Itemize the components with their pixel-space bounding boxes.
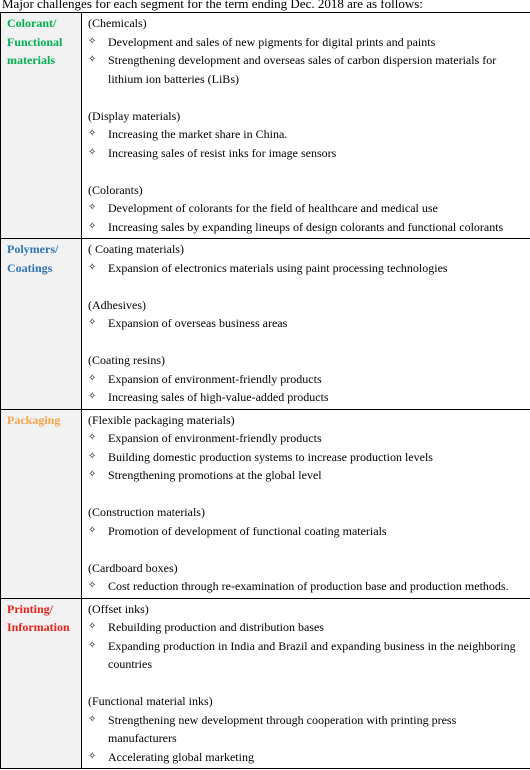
challenge-item — [88, 144, 530, 163]
document-caption: Major challenges for each segment for the term ending Dec. 2018 are as follows: — [2, 0, 423, 11]
segment-detail-cell — [82, 598, 530, 769]
challenge-item — [88, 429, 530, 448]
segment-name-line: Packaging — [7, 412, 61, 427]
star-bullet-icon: ✧ — [88, 750, 97, 762]
star-bullet-icon: ✧ — [88, 524, 97, 536]
category-title: (Coating resins) — [88, 353, 165, 367]
segment-row — [1, 409, 530, 598]
challenge-item — [88, 51, 530, 88]
category-group — [88, 692, 530, 766]
category-title: (Functional material inks) — [88, 694, 213, 708]
category-title: (Offset inks) — [88, 601, 149, 616]
challenge-text: Expansion of environment-friendly products — [108, 431, 322, 445]
challenge-text: Increasing sales of high-value-added products — [108, 390, 329, 404]
challenge-item — [88, 637, 530, 674]
challenge-text: Expansion of electronics materials using paint processing technologies — [108, 260, 448, 275]
category-group — [88, 351, 530, 407]
segment-name-cell — [1, 239, 82, 410]
challenge-text: Strengthening new development through cooperation with printing press manufacturers — [108, 712, 457, 745]
challenge-text: Strengthening development and overseas sales of carbon dispersion materials for lithium ion batteries (LiBs) — [108, 53, 497, 86]
challenge-text: Expanding production in India and Brazil and expanding business in the neighboring countries — [108, 638, 516, 671]
challenge-item — [88, 388, 530, 407]
category-group — [88, 240, 530, 277]
segment-detail-cell — [82, 239, 530, 410]
segment-challenges-table — [0, 12, 530, 769]
segment-name-cell — [1, 13, 82, 239]
category-title: (Flexible packaging materials) — [88, 412, 235, 427]
segment-name-line: Printing/ — [7, 601, 54, 616]
star-bullet-icon: ✧ — [88, 372, 97, 384]
segment-name-line: Colorant/ — [7, 16, 57, 30]
challenge-item — [88, 259, 530, 278]
category-title: (Colorants) — [88, 182, 143, 197]
category-group — [88, 107, 530, 163]
challenge-text: Building domestic production systems to increase production levels — [108, 449, 433, 464]
challenge-text: Increasing sales of resist inks for image sensors — [108, 145, 337, 160]
segment-row — [1, 598, 530, 769]
category-group — [88, 503, 530, 540]
star-bullet-icon: ✧ — [88, 146, 97, 158]
challenge-text: Promotion of development of functional coating materials — [108, 523, 387, 538]
challenge-item — [88, 218, 530, 237]
challenge-text: Rebuilding production and distribution bases — [108, 620, 324, 634]
segment-name-line: Information — [7, 620, 70, 634]
challenge-text: Accelerating global marketing — [108, 749, 254, 764]
star-bullet-icon: ✧ — [88, 220, 97, 232]
star-bullet-icon: ✧ — [88, 128, 97, 139]
segment-name-cell — [1, 409, 82, 598]
category-title: (Construction materials) — [88, 505, 205, 519]
segment-detail-cell — [82, 13, 530, 239]
star-bullet-icon: ✧ — [88, 261, 97, 273]
segment-detail-cell — [82, 409, 530, 598]
challenge-item — [88, 199, 530, 218]
challenge-item — [88, 33, 530, 52]
segment-rows — [1, 13, 530, 769]
challenge-item — [88, 711, 530, 748]
star-bullet-icon: ✧ — [88, 639, 97, 651]
category-title: (Adhesives) — [88, 297, 146, 312]
challenge-text: Increasing sales by expanding lineups of design colorants and functional colorants — [108, 219, 504, 234]
challenge-text: Development and sales of new pigments for digital prints and paints — [108, 34, 436, 49]
challenge-text: Increasing the market share in China. — [108, 127, 288, 141]
challenge-item — [88, 522, 530, 541]
challenge-item — [88, 466, 530, 485]
segment-name-cell — [1, 598, 82, 769]
challenge-item — [88, 448, 530, 467]
star-bullet-icon: ✧ — [88, 469, 97, 480]
star-bullet-icon: ✧ — [88, 713, 97, 725]
challenge-item — [88, 370, 530, 389]
category-group — [88, 411, 530, 485]
category-title: (Display materials) — [88, 108, 181, 123]
category-group — [88, 559, 530, 596]
star-bullet-icon: ✧ — [88, 35, 97, 47]
segment-name-line: materials — [7, 53, 55, 67]
challenge-item — [88, 125, 530, 144]
category-group — [88, 600, 530, 674]
challenge-text: Cost reduction through re-examination of production base and production methods. — [108, 579, 509, 593]
star-bullet-icon: ✧ — [88, 580, 97, 591]
segment-name-line: Polymers/ — [7, 242, 59, 256]
challenge-item — [88, 314, 530, 333]
category-group — [88, 14, 530, 88]
star-bullet-icon: ✧ — [88, 391, 97, 402]
category-title: ( Coating materials) — [88, 242, 184, 256]
star-bullet-icon: ✧ — [88, 450, 97, 462]
challenge-item — [88, 618, 530, 637]
star-bullet-icon: ✧ — [88, 621, 97, 632]
category-title: (Cardboard boxes) — [88, 560, 178, 575]
challenge-text: Development of colorants for the field of healthcare and medical use — [108, 201, 438, 215]
segment-name-line: Functional — [7, 34, 63, 49]
challenge-text: Strengthening promotions at the global level — [108, 468, 322, 482]
segment-name-line: Coatings — [7, 260, 53, 275]
challenge-text: Expansion of environment-friendly products — [108, 371, 322, 386]
star-bullet-icon: ✧ — [88, 202, 97, 213]
category-group — [88, 296, 530, 333]
star-bullet-icon: ✧ — [88, 432, 97, 443]
challenge-item — [88, 577, 530, 596]
segment-row — [1, 13, 530, 239]
star-bullet-icon: ✧ — [88, 54, 97, 65]
segment-row — [1, 239, 530, 410]
star-bullet-icon: ✧ — [88, 317, 97, 328]
challenge-item — [88, 748, 530, 767]
challenge-text: Expansion of overseas business areas — [108, 316, 288, 330]
category-group — [88, 181, 530, 237]
category-title: (Chemicals) — [88, 16, 147, 30]
